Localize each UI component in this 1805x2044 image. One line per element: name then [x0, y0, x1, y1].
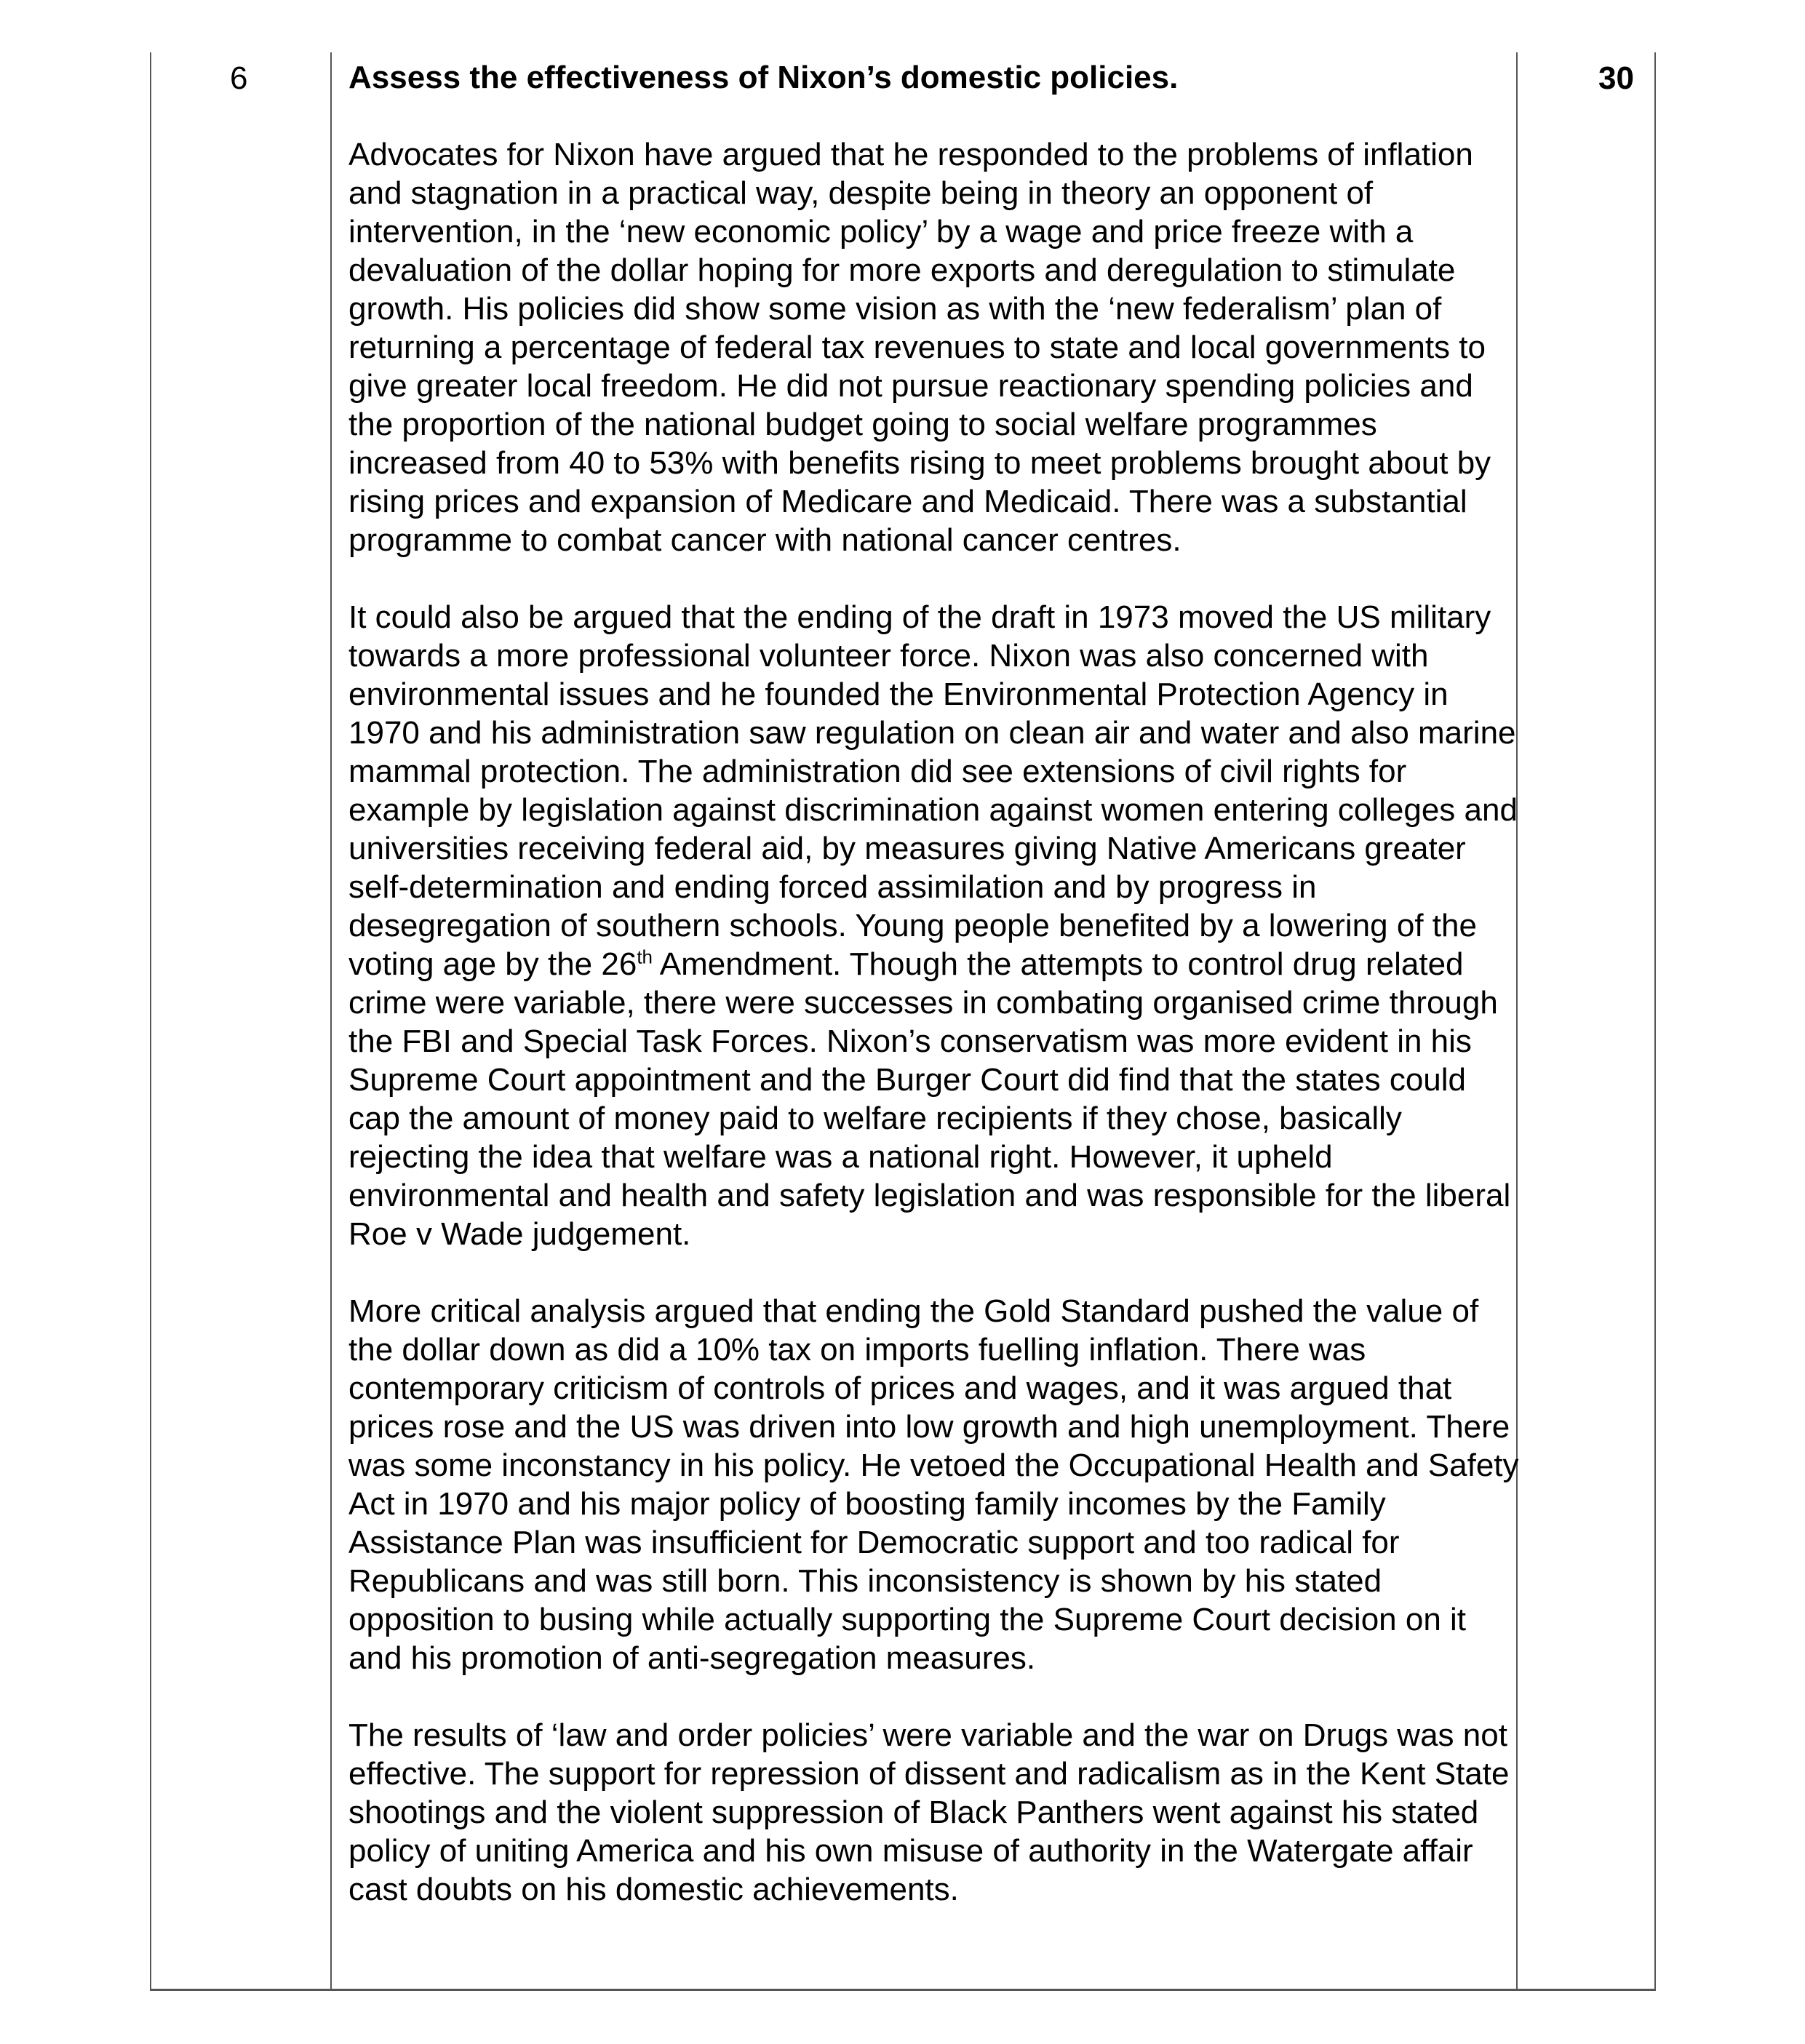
ordinal-suffix: th	[637, 946, 653, 968]
paragraph-2-text-after: Amendment. Though the attempts to control drug related crime were variable, there were successes in combating organised crime through the FBI and Special Task Forces. Nixon’s conservatism was more evident in his Supreme Court appointment and the Burger Court did find that the states could cap the amount of money paid to welfare recipients if they chose, basically rejecting the idea that welfare was a national right. However, it upheld environmental and health and safety legislation and was responsible for the liberal Roe v Wade judgement.	[348, 946, 1511, 1252]
paragraph-1: Advocates for Nixon have argued that he responded to the problems of inflation and stagnation in a practical way, despite being in theory an opponent of intervention, in the ‘new economic policy’ by a wage and price freeze with a devaluation of the dollar hoping for more exports and deregulation to stimulate growth. His policies did show some vision as with the ‘new federalism’ plan of returning a percentage of federal tax revenues to state and local governments to give greater local freedom. He did not pursue reactionary spending policies and the proportion of the national budget going to social welfare programmes increased from 40 to 53% with benefits rising to meet problems brought about by rising prices and expansion of Medicare and Medicaid. There was a substantial programme to combat cancer with national cancer centres.	[348, 137, 1491, 558]
table-divider-number	[330, 52, 332, 1989]
question-title: Assess the effectiveness of Nixon’s domestic policies.	[348, 60, 1179, 95]
mark-scheme-table	[150, 52, 1656, 1991]
question-number: 6	[230, 60, 248, 96]
table-border-left	[150, 52, 151, 1989]
marks-value: 30	[1598, 60, 1634, 96]
paragraph-3: More critical analysis argued that ending the Gold Standard pushed the value of the dollar down as did a 10% tax on imports fuelling inflation. There was contemporary criticism of controls of prices and wages, and it was argued that prices rose and the US was driven into low growth and high unemployment. There was some inconstancy in his policy. He vetoed the Occupational Health and Safety Act in 1970 and his major policy of boosting family incomes by the Family Assistance Plan was insufficient for Democratic support and too radical for Republicans and was still born. This inconsistency is shown by his stated opposition to busing while actually supporting the Supreme Court decision on it and his promotion of anti-segregation measures.	[348, 1293, 1519, 1676]
answer-content	[348, 58, 1523, 1909]
paragraph-2	[348, 598, 1523, 1253]
table-border-right	[1654, 52, 1656, 1989]
paragraph-2-text-before: It could also be argued that the ending of the draft in 1973 moved the US military towards a more professional volunteer force. Nixon was also concerned with environmental issues and he founded the Environmental Protection Agency in 1970 and his administration saw regulation on clean air and water and also marine mammal protection. The administration did see extensions of civil rights for example by legislation against discrimination against women entering colleges and universities receiving federal aid, by measures giving Native Americans greater self-determination and ending forced assimilation and by progress in desegregation of southern schools. Young people benefited by a lowering of the voting age by the 26	[348, 599, 1518, 982]
paragraph-4: The results of ‘law and order policies’ were variable and the war on Drugs was not effective. The support for repression of dissent and radicalism as in the Kent State shootings and the violent suppression of Black Panthers went against his stated policy of uniting America and his own misuse of authority in the Watergate affair cast doubts on his domestic achievements.	[348, 1717, 1510, 1907]
